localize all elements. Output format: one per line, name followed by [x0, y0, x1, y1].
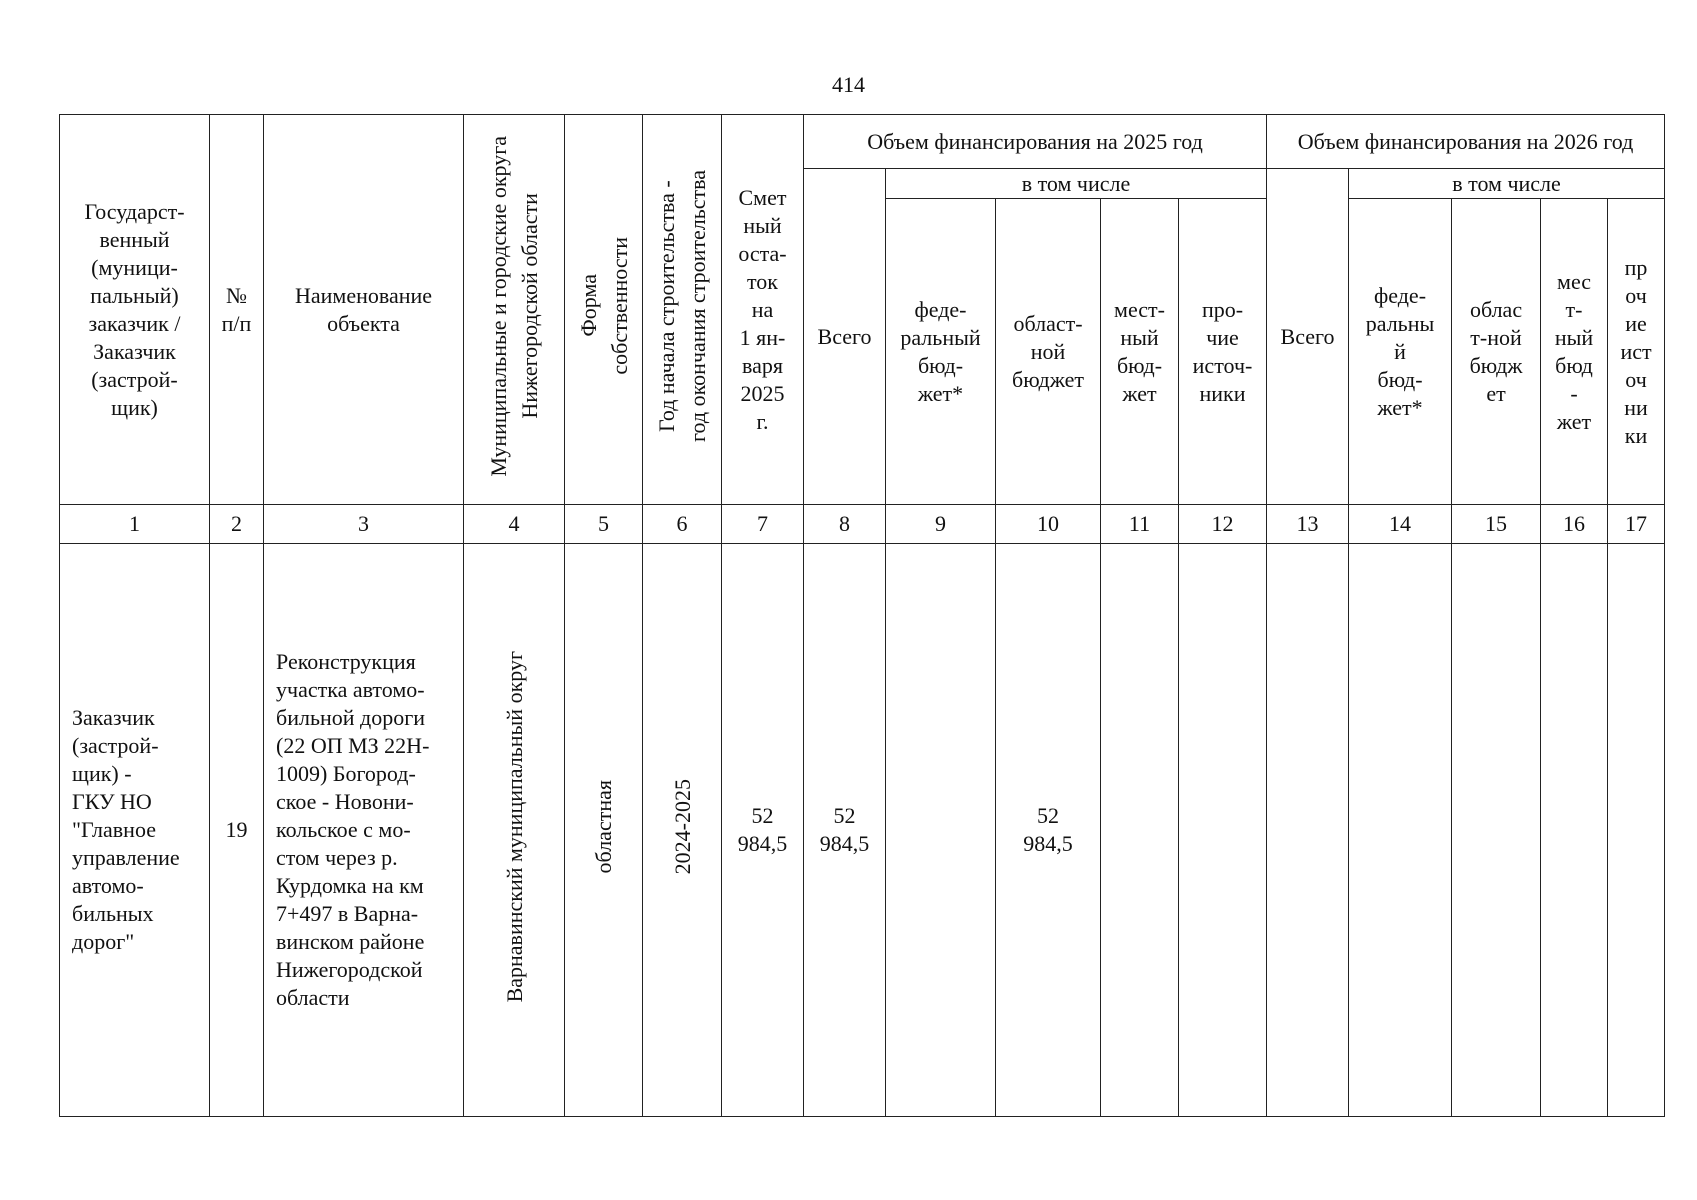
row-local-2025 [1101, 544, 1179, 1117]
column-number: 14 [1349, 505, 1452, 544]
row-total-2025: 52 984,5 [804, 544, 886, 1117]
header-total-2026: Всего [1267, 169, 1349, 505]
header-row-1 [60, 115, 1665, 169]
row-other-2025 [1179, 544, 1267, 1117]
header-other-2025: про- чие источ- ники [1179, 199, 1267, 505]
page-number: 414 [832, 72, 865, 97]
header-including-2026: в том числе [1349, 169, 1665, 199]
column-number-row [60, 505, 1665, 544]
header-customer: Государст- венный (муници- пальный) заказчик / Заказчик (застрой- щик) [60, 115, 210, 505]
header-including-2025: в том числе [886, 169, 1267, 199]
header-row-no: № п/п [210, 115, 264, 505]
row-local-2026 [1541, 544, 1608, 1117]
column-number: 12 [1179, 505, 1267, 544]
column-number: 8 [804, 505, 886, 544]
header-local-2025: мест- ный бюд- жет [1101, 199, 1179, 505]
column-number: 15 [1452, 505, 1541, 544]
row-number: 19 [210, 544, 264, 1117]
header-federal-2026: феде- ральны й бюд- жет* [1349, 199, 1452, 505]
header-ownership: Форма собственности [565, 115, 643, 505]
row-regional-2026 [1452, 544, 1541, 1117]
row-federal-2025 [886, 544, 996, 1117]
row-federal-2026 [1349, 544, 1452, 1117]
column-number: 2 [210, 505, 264, 544]
column-number: 17 [1608, 505, 1665, 544]
header-total-2025: Всего [804, 169, 886, 505]
row-estimate: 52 984,5 [722, 544, 804, 1117]
column-number: 6 [643, 505, 722, 544]
column-number: 16 [1541, 505, 1608, 544]
column-number: 7 [722, 505, 804, 544]
column-number: 9 [886, 505, 996, 544]
header-other-2026: пр оч ие ист оч ни ки [1608, 199, 1665, 505]
column-number: 13 [1267, 505, 1349, 544]
column-number: 5 [565, 505, 643, 544]
row-customer: Заказчик (застрой- щик) - ГКУ НО "Главное управление автомо- бильных дорог" [60, 544, 210, 1117]
header-years: Год начала строительства - год окончания строительства [643, 115, 722, 505]
header-financing-2025: Объем финансирования на 2025 год [804, 115, 1267, 169]
header-regional-2025: област- ной бюджет [996, 199, 1101, 505]
header-financing-2026: Объем финансирования на 2026 год [1267, 115, 1665, 169]
column-number: 4 [464, 505, 565, 544]
column-number: 10 [996, 505, 1101, 544]
header-federal-2025: феде- ральный бюд- жет* [886, 199, 996, 505]
row-other-2026 [1608, 544, 1665, 1117]
row-ownership: областная [565, 544, 643, 1117]
row-object-name: Реконструкция участка автомо- бильной дороги (22 ОП МЗ 22Н- 1009) Богород- ское - Новони- кольское с мо- стом через р. Курдомка на км 7+497 в Варна- винском районе Нижегородской области [264, 544, 464, 1117]
column-number: 11 [1101, 505, 1179, 544]
row-years: 2024-2025 [643, 544, 722, 1117]
header-regional-2026: облас т-ной бюдж ет [1452, 199, 1541, 505]
budget-table [59, 114, 1665, 1117]
header-object-name: Наименование объекта [264, 115, 464, 505]
column-number: 1 [60, 505, 210, 544]
table-row [60, 544, 1665, 1117]
header-local-2026: мес т- ный бюд - жет [1541, 199, 1608, 505]
row-municipality: Варнавинский муниципальный округ [464, 544, 565, 1117]
row-total-2026 [1267, 544, 1349, 1117]
row-regional-2025: 52 984,5 [996, 544, 1101, 1117]
column-number: 3 [264, 505, 464, 544]
header-municipality: Муниципальные и городские округа Нижегородской области [464, 115, 565, 505]
header-estimate: Смет ный оста- ток на 1 ян- варя 2025 г. [722, 115, 804, 505]
